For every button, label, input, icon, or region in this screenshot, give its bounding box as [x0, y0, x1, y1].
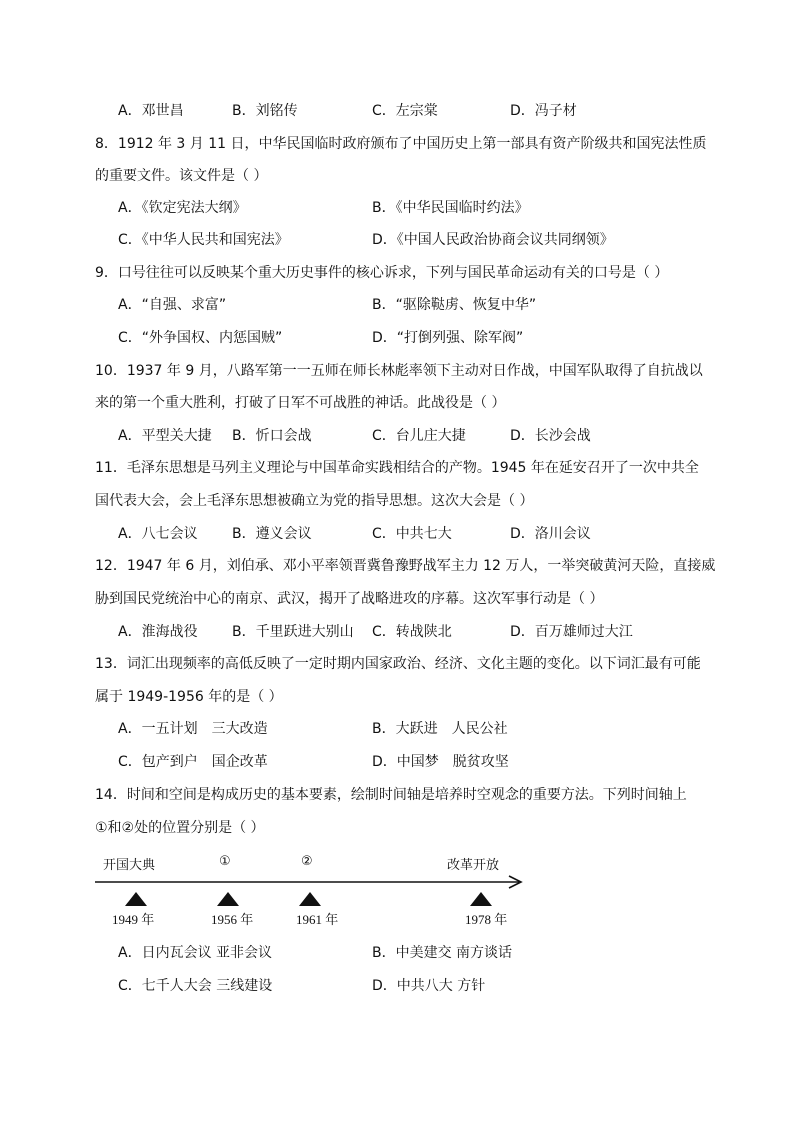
timeline-label-end: 改革开放 [447, 858, 500, 873]
timeline-marker-1956 [217, 892, 239, 906]
q10-option-b: B．忻口会战 [232, 428, 312, 444]
q11-stem-line1: 11．毛泽东思想是马列主义理论与中国革命实践相结合的产物。1945 年在延安召开了一次中共全 [95, 460, 699, 476]
q10-option-d: D．长沙会战 [510, 428, 591, 444]
q7-option-a: A．邓世昌 [118, 103, 184, 119]
q13-option-a: A．一五计划 三大改造 [118, 721, 268, 737]
q8-option-a: A．《钦定宪法大纲》 [118, 200, 247, 216]
q9-option-c: C．“外争国权、内惩国贼” [118, 330, 283, 346]
q10-stem-line2: 来的第一个重大胜利，打破了日军不可战胜的神话。此战役是（ ） [95, 395, 506, 411]
timeline-marker-1978 [470, 892, 492, 906]
q12-option-a: A．淮海战役 [118, 624, 198, 640]
q11-stem-line2: 国代表大会，会上毛泽东思想被确立为党的指导思想。这次大会是（ ） [95, 493, 534, 509]
q11-option-d: D．洛川会议 [510, 526, 591, 542]
timeline-year-1978: 1978 年 [465, 912, 508, 927]
q14-option-b: B．中美建交 南方谈话 [372, 945, 513, 961]
q8-option-c: C．《中华人民共和国宪法》 [118, 232, 289, 248]
q10-option-a: A．平型关大捷 [118, 428, 212, 444]
q9-option-b: B．“驱除鞑虏、恢复中华” [372, 297, 537, 313]
q10-option-c: C．台儿庄大捷 [372, 428, 466, 444]
q8-stem-line1: 8．1912 年 3 月 11 日，中华民国临时政府颁布了中国历史上第一部具有资产阶级共和国宪法性质 [95, 136, 707, 152]
q13-option-c: C．包产到户 国企改革 [118, 754, 268, 770]
timeline-label-marker-2: ② [301, 854, 313, 869]
q12-option-c: C．转战陕北 [372, 624, 452, 640]
q11-option-c: C．中共七大 [372, 526, 452, 542]
q11-option-a: A．八七会议 [118, 526, 198, 542]
timeline-marker-1949 [125, 892, 147, 906]
q11-option-b: B．遵义会议 [232, 526, 312, 542]
q9-option-d: D．“打倒列强、除军阀” [372, 330, 524, 346]
q8-stem-line2: 的重要文件。该文件是（ ） [95, 168, 268, 184]
q13-stem-line2: 属于 1949-1956 年的是（ ） [95, 689, 283, 705]
q12-stem-line2: 胁到国民党统治中心的南京、武汉，揭开了战略进攻的序幕。这次军事行动是（ ） [95, 591, 604, 607]
q7-option-c: C．左宗棠 [372, 103, 438, 119]
timeline-marker-1961 [299, 892, 321, 906]
q14-option-d: D．中共八大 方针 [372, 978, 486, 994]
q7-option-d: D．冯子材 [510, 103, 577, 119]
q9-option-a: A．“自强、求富” [118, 297, 227, 313]
q13-option-b: B．大跃进 人民公社 [372, 721, 508, 737]
timeline-figure [95, 850, 535, 930]
q13-stem-line1: 13．词汇出现频率的高低反映了一定时期内国家政治、经济、文化主题的变化。以下词汇最有可能 [95, 656, 701, 672]
q10-stem-line1: 10．1937 年 9 月，八路军第一一五师在师长林彪率领下主动对日作战，中国军队取得了自抗战以 [95, 363, 703, 379]
q12-stem-line1: 12．1947 年 6 月，刘伯承、邓小平率领晋冀鲁豫野战军主力 12 万人，一举突破黄河天险，直接威 [95, 558, 716, 574]
q13-option-d: D．中国梦 脱贫攻坚 [372, 754, 509, 770]
q8-option-b: B．《中华民国临时约法》 [372, 200, 529, 216]
q14-stem-line1: 14．时间和空间是构成历史的基本要素，绘制时间轴是培养时空观念的重要方法。下列时间轴上 [95, 787, 687, 803]
q14-option-c: C．七千人大会 三线建设 [118, 978, 273, 994]
q9-stem-line1: 9．口号往往可以反映某个重大历史事件的核心诉求，下列与国民革命运动有关的口号是（ ） [95, 265, 669, 281]
timeline-year-1961: 1961 年 [296, 912, 339, 927]
timeline-year-1956: 1956 年 [211, 912, 254, 927]
timeline-year-1949: 1949 年 [112, 912, 155, 927]
q8-option-d: D．《中国人民政治协商会议共同纲领》 [372, 232, 614, 248]
q14-stem-line2: ①和②处的位置分别是（ ） [95, 820, 265, 836]
q7-option-b: B．刘铭传 [232, 103, 298, 119]
q12-option-b: B．千里跃进大别山 [232, 624, 354, 640]
timeline-label-start: 开国大典 [103, 858, 156, 873]
q14-option-a: A．日内瓦会议 亚非会议 [118, 945, 273, 961]
timeline-label-marker-1: ① [219, 854, 231, 869]
q12-option-d: D．百万雄师过大江 [510, 624, 633, 640]
